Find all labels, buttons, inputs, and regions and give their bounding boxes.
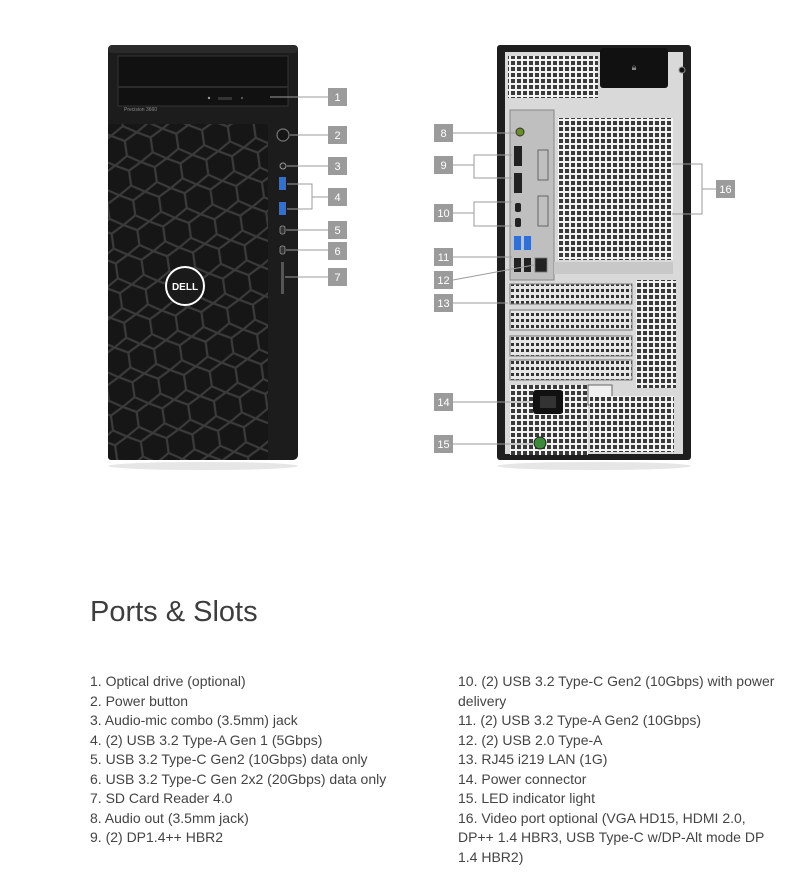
callout-badge-15 [434, 435, 453, 453]
port-item: 9. (2) DP1.4++ HBR2 [90, 829, 224, 845]
callout-badge-9 [434, 156, 453, 174]
rear-usb-a-gen2-1[interactable] [514, 236, 521, 250]
svg-text:13: 13 [437, 298, 450, 310]
port-item: 1. Optical drive (optional) [90, 673, 246, 689]
callout-badge-14 [434, 393, 453, 411]
svg-text:2: 2 [334, 130, 341, 142]
dell-logo-text: DELL [171, 282, 199, 293]
svg-text:11: 11 [437, 252, 450, 264]
port-item: 3. Audio-mic combo (3.5mm) jack [90, 712, 298, 728]
callout-badge-4 [328, 188, 347, 206]
callout-badge-11 [434, 248, 453, 266]
sd-card-slot[interactable] [281, 262, 284, 294]
model-label: Precision 3660 [124, 107, 158, 113]
rear-fan-grille [558, 118, 673, 260]
dp-port-1[interactable] [514, 146, 522, 166]
audio-jack[interactable] [280, 163, 286, 169]
port-item: 16. Video port optional (VGA HD15, HDMI 2.0, DP++ 1.4 HBR3, USB Type-C w/DP-Alt mode DP 1.4 HBR2) [458, 809, 765, 865]
led-indicator-light [534, 437, 546, 449]
rear-usb2-1[interactable] [514, 258, 521, 272]
port-item: 13. RJ45 i219 LAN (1G) [458, 751, 608, 767]
port-item: 6. USB 3.2 Type-C Gen 2x2 (20Gbps) data only [90, 770, 387, 787]
svg-text:9: 9 [440, 160, 447, 172]
svg-text:10: 10 [437, 208, 450, 220]
port-item: 12. (2) USB 2.0 Type-A [458, 731, 603, 748]
callout-badge-5 [328, 221, 347, 239]
port-item: 8. Audio out (3.5mm jack) [90, 809, 249, 826]
dp-port-2[interactable] [514, 173, 522, 193]
rj45-lan-port[interactable] [535, 258, 547, 272]
svg-text:14: 14 [437, 397, 450, 409]
svg-text:5: 5 [334, 225, 341, 237]
svg-text:8: 8 [440, 128, 447, 140]
psu-top-vent [508, 56, 598, 98]
port-item: 11. (2) USB 3.2 Type-A Gen2 (10Gbps) [458, 712, 702, 728]
rear-io-panel [510, 110, 554, 280]
callout-badge-13 [434, 294, 453, 312]
front-usb-c-gen2x2[interactable] [280, 246, 285, 254]
svg-text:6: 6 [334, 246, 341, 258]
rear-usb2-2[interactable] [524, 258, 531, 272]
front-usb-a-1[interactable] [279, 177, 286, 190]
callout-badge-7 [328, 268, 347, 286]
port-item: 4. (2) USB 3.2 Type-A Gen 1 (5Gbps) [90, 731, 323, 748]
port-item: 7. SD Card Reader 4.0 [90, 790, 233, 806]
rear-usb-a-gen2-2[interactable] [524, 236, 531, 250]
port-item: 2. Power button [90, 692, 189, 709]
svg-text:12: 12 [437, 275, 450, 287]
svg-text:4: 4 [334, 192, 341, 204]
front-usb-c-gen2[interactable] [280, 226, 285, 234]
drive-eject-button[interactable] [218, 97, 232, 100]
power-button[interactable] [277, 129, 289, 141]
svg-text:3: 3 [334, 161, 341, 173]
audio-out-jack[interactable] [516, 128, 524, 136]
front-usb-a-2[interactable] [279, 202, 286, 215]
optical-drive-bay [118, 56, 288, 106]
svg-text:7: 7 [334, 272, 341, 284]
callout-badge-16 [716, 180, 735, 198]
ports-list-right [458, 672, 776, 867]
svg-text:15: 15 [437, 439, 450, 451]
port-item: 10. (2) USB 3.2 Type-C Gen2 (10Gbps) with power delivery [458, 673, 775, 709]
port-item: 15. LED indicator light [458, 790, 595, 806]
port-item: 5. USB 3.2 Type-C Gen2 (10Gbps) data only [90, 751, 368, 767]
callout-badge-10 [434, 204, 453, 222]
callout-badge-3 [328, 157, 347, 175]
callout-badge-12 [434, 271, 453, 289]
ports-list-left [90, 672, 430, 848]
section-title: Ports & Slots [90, 596, 258, 628]
front-view [108, 45, 298, 470]
rear-usb-c-1[interactable] [515, 203, 521, 212]
psu-rear-vent [590, 396, 674, 452]
rear-usb-c-2[interactable] [515, 218, 521, 227]
callout-badge-6 [328, 242, 347, 260]
dell-logo [166, 267, 204, 305]
svg-text:1: 1 [334, 92, 341, 104]
lock-icon: 🔒︎ [631, 63, 637, 73]
port-item: 14. Power connector [458, 770, 587, 787]
callout-badge-2 [328, 126, 347, 144]
svg-text:16: 16 [719, 184, 732, 196]
rear-view [497, 45, 691, 470]
callout-badge-8 [434, 124, 453, 142]
callout-badge-1 [328, 88, 347, 106]
